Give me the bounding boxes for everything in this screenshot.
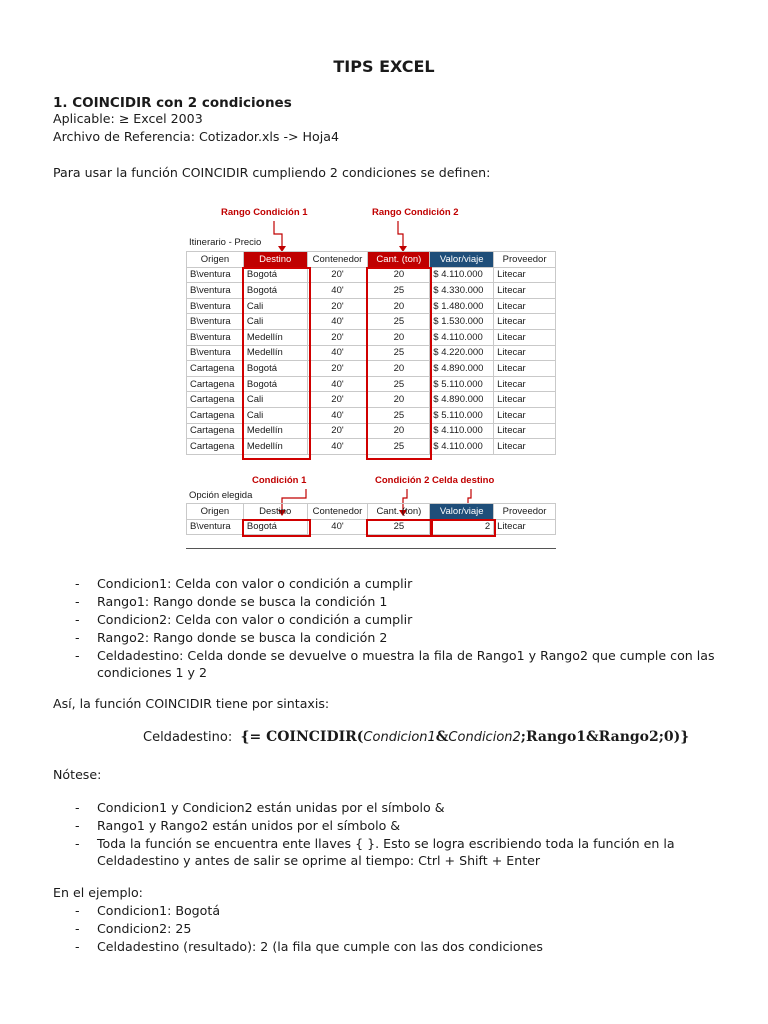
note-item: - Condicion1 y Condicion2 están unidas por el símbolo & bbox=[53, 799, 675, 817]
notes-list bbox=[53, 799, 675, 853]
celda-destino-box bbox=[431, 519, 496, 537]
row-origen: B\ventura bbox=[187, 298, 244, 314]
row-origen: B\ventura bbox=[187, 329, 244, 345]
row-contenedor: 40' bbox=[307, 283, 368, 299]
row-cantidad: 25 bbox=[368, 439, 430, 455]
row-origen: B\ventura bbox=[187, 314, 244, 330]
condicion1-box bbox=[242, 519, 311, 537]
row-origen: Cartagena bbox=[187, 392, 244, 408]
row-origen: B\ventura bbox=[187, 345, 244, 361]
result-cantidad: 25 bbox=[368, 519, 430, 535]
row-destino: Bogotá bbox=[243, 376, 307, 392]
row-contenedor: 20' bbox=[307, 329, 368, 345]
rango1-box bbox=[242, 267, 311, 460]
result-proveedor: Litecar bbox=[494, 519, 556, 535]
result-header-origen: Origen bbox=[187, 504, 244, 520]
note-label: Nótese: bbox=[53, 767, 102, 782]
definition-item: - Condicion1: Celda con valor o condición a cumplir bbox=[53, 575, 715, 593]
row-proveedor: Litecar bbox=[494, 329, 556, 345]
header-cantidad: Cant. (ton) bbox=[368, 252, 430, 268]
row-cantidad: 25 bbox=[368, 283, 430, 299]
row-cantidad: 20 bbox=[368, 267, 430, 283]
row-destino: Bogotá bbox=[243, 361, 307, 377]
row-valor: $ 4.220.000 bbox=[430, 345, 494, 361]
row-destino: Cali bbox=[243, 298, 307, 314]
result-header-proveedor: Proveedor bbox=[494, 504, 556, 520]
row-proveedor: Litecar bbox=[494, 314, 556, 330]
header-contenedor: Contenedor bbox=[307, 252, 368, 268]
row-cantidad: 25 bbox=[368, 407, 430, 423]
row-origen: Cartagena bbox=[187, 376, 244, 392]
example-list bbox=[53, 902, 543, 956]
sheet-bottom-rule bbox=[186, 548, 556, 549]
example-item: - Celdadestino (resultado): 2 (la fila que cumple con las dos condiciones bbox=[53, 938, 543, 956]
table1-title: Itinerario - Precio bbox=[189, 237, 262, 248]
table2-title: Opción elegida bbox=[189, 490, 253, 501]
row-valor: $ 5.110.000 bbox=[430, 407, 494, 423]
row-cantidad: 25 bbox=[368, 345, 430, 361]
row-proveedor: Litecar bbox=[494, 283, 556, 299]
row-valor: $ 4.110.000 bbox=[430, 439, 494, 455]
row-valor: $ 4.890.000 bbox=[430, 392, 494, 408]
result-header-destino: Destino bbox=[243, 504, 307, 520]
definition-item: - Rango1: Rango donde se busca la condición 1 bbox=[53, 593, 715, 611]
row-destino: Medellín bbox=[243, 439, 307, 455]
row-contenedor: 20' bbox=[307, 267, 368, 283]
formula-cond2: Condicion2 bbox=[448, 730, 521, 745]
row-origen: Cartagena bbox=[187, 361, 244, 377]
header-origen: Origen bbox=[187, 252, 244, 268]
row-contenedor: 40' bbox=[307, 314, 368, 330]
row-contenedor: 40' bbox=[307, 439, 368, 455]
note-continuation: Celdadestino y antes de salir se oprime al tiempo: Ctrl + Shift + Enter bbox=[97, 853, 541, 868]
row-cantidad: 25 bbox=[368, 314, 430, 330]
result-destino: Bogotá bbox=[243, 519, 307, 535]
row-valor: $ 4.110.000 bbox=[430, 329, 494, 345]
row-destino: Bogotá bbox=[243, 283, 307, 299]
row-origen: Cartagena bbox=[187, 439, 244, 455]
row-contenedor: 20' bbox=[307, 298, 368, 314]
applicable-line: Aplicable: ≥ Excel 2003 bbox=[53, 111, 203, 126]
row-cantidad: 25 bbox=[368, 376, 430, 392]
example-item: - Condicion1: Bogotá bbox=[53, 902, 543, 920]
intro-line: Para usar la función COINCIDIR cumpliendo 2 condiciones se definen: bbox=[53, 165, 491, 180]
label-condicion-1: Condición 1 bbox=[252, 475, 307, 486]
row-destino: Cali bbox=[243, 407, 307, 423]
row-destino: Medellín bbox=[243, 329, 307, 345]
row-contenedor: 40' bbox=[307, 407, 368, 423]
label-rango-condicion-1: Rango Condición 1 bbox=[221, 207, 308, 218]
label-celda-destino: Celda destino bbox=[432, 475, 495, 486]
label-condicion-2: Condición 2 bbox=[375, 475, 430, 486]
row-proveedor: Litecar bbox=[494, 298, 556, 314]
syntax-intro: Así, la función COINCIDIR tiene por sintaxis: bbox=[53, 696, 330, 711]
note-item: - Rango1 y Rango2 están unidos por el símbolo & bbox=[53, 817, 675, 835]
row-contenedor: 40' bbox=[307, 345, 368, 361]
row-cantidad: 20 bbox=[368, 329, 430, 345]
condicion2-box bbox=[366, 519, 432, 537]
row-origen: B\ventura bbox=[187, 267, 244, 283]
result-valor: 2 bbox=[430, 519, 494, 535]
header-destino: Destino bbox=[243, 252, 307, 268]
row-valor: $ 5.110.000 bbox=[430, 376, 494, 392]
formula-open: {= COINCIDIR( bbox=[240, 729, 364, 745]
row-proveedor: Litecar bbox=[494, 267, 556, 283]
row-cantidad: 20 bbox=[368, 361, 430, 377]
rango2-box bbox=[366, 267, 432, 460]
row-cantidad: 20 bbox=[368, 392, 430, 408]
row-proveedor: Litecar bbox=[494, 407, 556, 423]
row-origen: Cartagena bbox=[187, 407, 244, 423]
row-origen: B\ventura bbox=[187, 283, 244, 299]
result-header-cantidad: Cant. (ton) bbox=[368, 504, 430, 520]
spreadsheet-figure bbox=[186, 201, 556, 561]
header-valor-viaje: Valor/viaje bbox=[430, 252, 494, 268]
row-destino: Bogotá bbox=[243, 267, 307, 283]
row-origen: Cartagena bbox=[187, 423, 244, 439]
result-header-valor-viaje: Valor/viaje bbox=[430, 504, 494, 520]
row-valor: $ 4.110.000 bbox=[430, 267, 494, 283]
result-header-contenedor: Contenedor bbox=[307, 504, 368, 520]
definition-item: - Celdadestino: Celda donde se devuelve o muestra la fila de Rango1 y Rango2 que cumple con las bbox=[53, 647, 715, 665]
row-proveedor: Litecar bbox=[494, 376, 556, 392]
result-contenedor: 40' bbox=[307, 519, 368, 535]
row-contenedor: 40' bbox=[307, 376, 368, 392]
row-proveedor: Litecar bbox=[494, 392, 556, 408]
definition-item: - Rango2: Rango donde se busca la condición 2 bbox=[53, 629, 715, 647]
row-destino: Cali bbox=[243, 392, 307, 408]
definition-continuation: condiciones 1 y 2 bbox=[97, 665, 208, 680]
row-valor: $ 4.110.000 bbox=[430, 423, 494, 439]
row-proveedor: Litecar bbox=[494, 345, 556, 361]
result-header-row bbox=[187, 504, 556, 520]
definition-item: - Condicion2: Celda con valor o condición a cumplir bbox=[53, 611, 715, 629]
itinerary-header-row bbox=[187, 252, 556, 268]
example-item: - Condicion2: 25 bbox=[53, 920, 543, 938]
page-title: TIPS EXCEL bbox=[333, 57, 435, 76]
section-heading: 1. COINCIDIR con 2 condiciones bbox=[53, 95, 292, 111]
formula-amp: & bbox=[435, 729, 449, 745]
row-valor: $ 1.480.000 bbox=[430, 298, 494, 314]
row-destino: Medellín bbox=[243, 423, 307, 439]
row-contenedor: 20' bbox=[307, 423, 368, 439]
definitions-list bbox=[53, 575, 715, 665]
formula-rest: ;Rango1&Rango2;0)} bbox=[520, 729, 690, 745]
header-proveedor: Proveedor bbox=[494, 252, 556, 268]
row-valor: $ 4.330.000 bbox=[430, 283, 494, 299]
row-proveedor: Litecar bbox=[494, 361, 556, 377]
row-valor: $ 4.890.000 bbox=[430, 361, 494, 377]
row-cantidad: 20 bbox=[368, 298, 430, 314]
example-label: En el ejemplo: bbox=[53, 885, 143, 900]
result-origen: B\ventura bbox=[187, 519, 244, 535]
note-item: - Toda la función se encuentra ente llaves { }. Esto se logra escribiendo toda la función en la bbox=[53, 835, 675, 853]
reference-line: Archivo de Referencia: Cotizador.xls -> Hoja4 bbox=[53, 129, 339, 144]
formula-prefix: Celdadestino: bbox=[143, 730, 233, 745]
row-proveedor: Litecar bbox=[494, 423, 556, 439]
row-contenedor: 20' bbox=[307, 361, 368, 377]
formula-line bbox=[143, 729, 689, 745]
row-proveedor: Litecar bbox=[494, 439, 556, 455]
row-destino: Cali bbox=[243, 314, 307, 330]
label-rango-condicion-2: Rango Condición 2 bbox=[372, 207, 459, 218]
row-contenedor: 20' bbox=[307, 392, 368, 408]
formula-cond1: Condicion1 bbox=[363, 730, 436, 745]
row-destino: Medellín bbox=[243, 345, 307, 361]
row-valor: $ 1.530.000 bbox=[430, 314, 494, 330]
row-cantidad: 20 bbox=[368, 423, 430, 439]
